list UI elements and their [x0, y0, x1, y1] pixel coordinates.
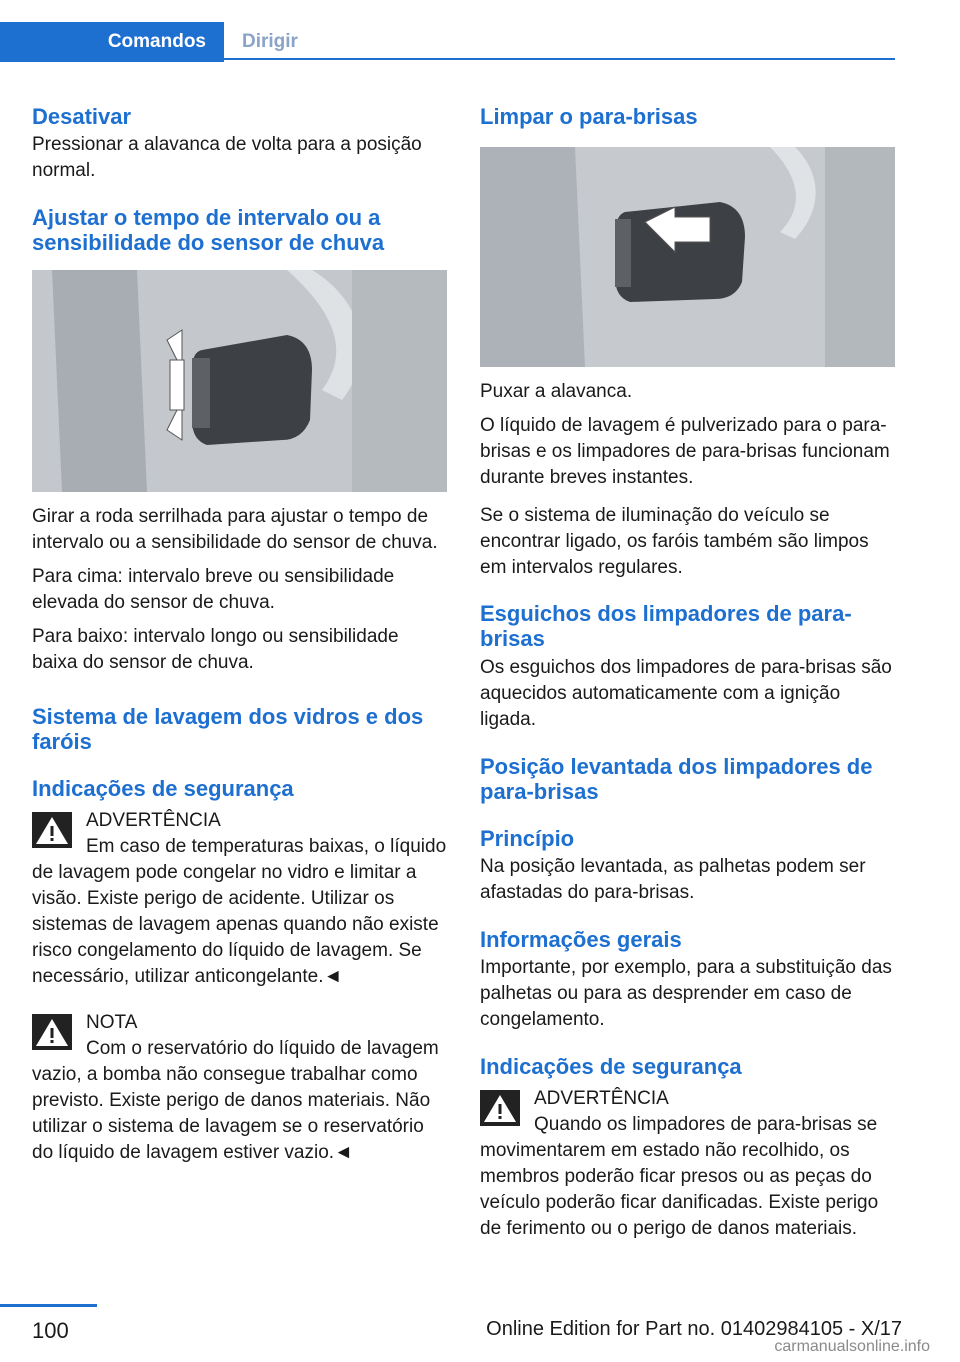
stalk-wheel-image	[32, 270, 447, 492]
para-baixo: Para baixo: intervalo longo ou sensibilidade baixa do sensor de chuva.	[32, 626, 399, 673]
footer-accent-line	[0, 1304, 97, 1307]
warning-block-2	[32, 1010, 448, 1166]
warning-triangle-icon	[32, 1014, 72, 1050]
heading-ajustar: Ajustar o tempo de intervalo ou a sensibilidade do sensor de chuva	[32, 205, 385, 255]
para-desativar: Pressionar a alavanca de volta para a posição normal.	[32, 134, 422, 181]
para-principio: Na posição levantada, as palhetas podem ser afastadas do para-brisas.	[480, 856, 866, 903]
heading-sistema-lavagem: Sistema de lavagem dos vidros e dos faróis	[32, 704, 424, 754]
para-informacoes: Importante, por exemplo, para a substituição das palhetas ou para as desprender em caso de congelamento.	[480, 957, 892, 1030]
heading-posicao-levantada: Posição levantada dos limpadores de para-brisas	[480, 754, 873, 804]
warning-triangle-icon	[32, 812, 72, 848]
warning-title-2: NOTA	[86, 1012, 138, 1033]
heading-indicacoes-seguranca-right: Indicações de segurança	[480, 1054, 742, 1079]
warning-body-2: Com o reservatório do líquido de lavagem vazio, a bomba não consegue trabalhar como previsto. Existe perigo de danos materiais. Não utilizar o sistema de lavagem se o reservatório do líquido de lavagem estiver vazio.◄	[32, 1038, 439, 1163]
para-cima: Para cima: intervalo breve ou sensibilidade elevada do sensor de chuva.	[32, 566, 395, 613]
heading-informacoes-gerais: Informações gerais	[480, 927, 682, 952]
edition-text: Online Edition for Part no. 01402984105 - X/17	[486, 1318, 902, 1340]
watermark: carmanualsonline.info	[774, 1338, 930, 1355]
heading-desativar: Desativar	[32, 104, 132, 129]
stalk-pull-illustration	[480, 147, 895, 367]
para-girar: Girar a roda serrilhada para ajustar o tempo de intervalo ou a sensibilidade do sensor de chuva.	[32, 506, 438, 553]
warning-triangle-icon	[480, 1090, 520, 1126]
para-liquido: O líquido de lavagem é pulverizado para o para-brisas e os limpadores de para-brisas funcionam durante breves instantes.	[480, 415, 890, 488]
tab-comandos[interactable]: Comandos	[0, 22, 224, 62]
warning-title-3: ADVERTÊNCIA	[534, 1088, 669, 1109]
left-column	[32, 100, 448, 1166]
right-column	[480, 100, 896, 1242]
para-iluminacao: Se o sistema de iluminação do veículo se encontrar ligado, os faróis também são limpos em intervalos regulares.	[480, 505, 869, 578]
stalk-pull-image	[480, 147, 895, 367]
chapter-tabs	[0, 22, 895, 62]
warning-block-1	[32, 808, 448, 990]
tab-dirigir[interactable]: Dirigir	[224, 22, 895, 60]
heading-esguichos: Esguichos dos limpadores de para-brisas	[480, 601, 852, 651]
para-esguichos: Os esguichos dos limpadores de para-brisas são aquecidos automaticamente com a ignição ligada.	[480, 657, 892, 730]
heading-indicacoes-seguranca-left: Indicações de segurança	[32, 776, 294, 801]
warning-title-1: ADVERTÊNCIA	[86, 810, 221, 831]
para-puxar: Puxar a alavanca.	[480, 381, 633, 402]
heading-limpar: Limpar o para-brisas	[480, 104, 698, 129]
stalk-wheel-illustration	[32, 270, 447, 492]
heading-principio: Princípio	[480, 826, 575, 851]
page-number: 100	[32, 1318, 69, 1343]
warning-body-3: Quando os limpadores de para-brisas se movimentarem em estado não recolhido, os membros poderão ficar presos ou as peças do veículo poderão ficar danificadas. Existe perigo de ferimento ou o perigo de danos materiais.	[480, 1114, 879, 1239]
warning-body-1: Em caso de temperaturas baixas, o líquido de lavagem pode congelar no vidro e limitar a visão. Existe perigo de acidente. Utilizar os sistemas de lavagem apenas quando não existe risco congelamento do líquido de lavagem. Se necessário, utilizar anticongelante.◄	[32, 836, 447, 987]
warning-block-3	[480, 1086, 896, 1242]
